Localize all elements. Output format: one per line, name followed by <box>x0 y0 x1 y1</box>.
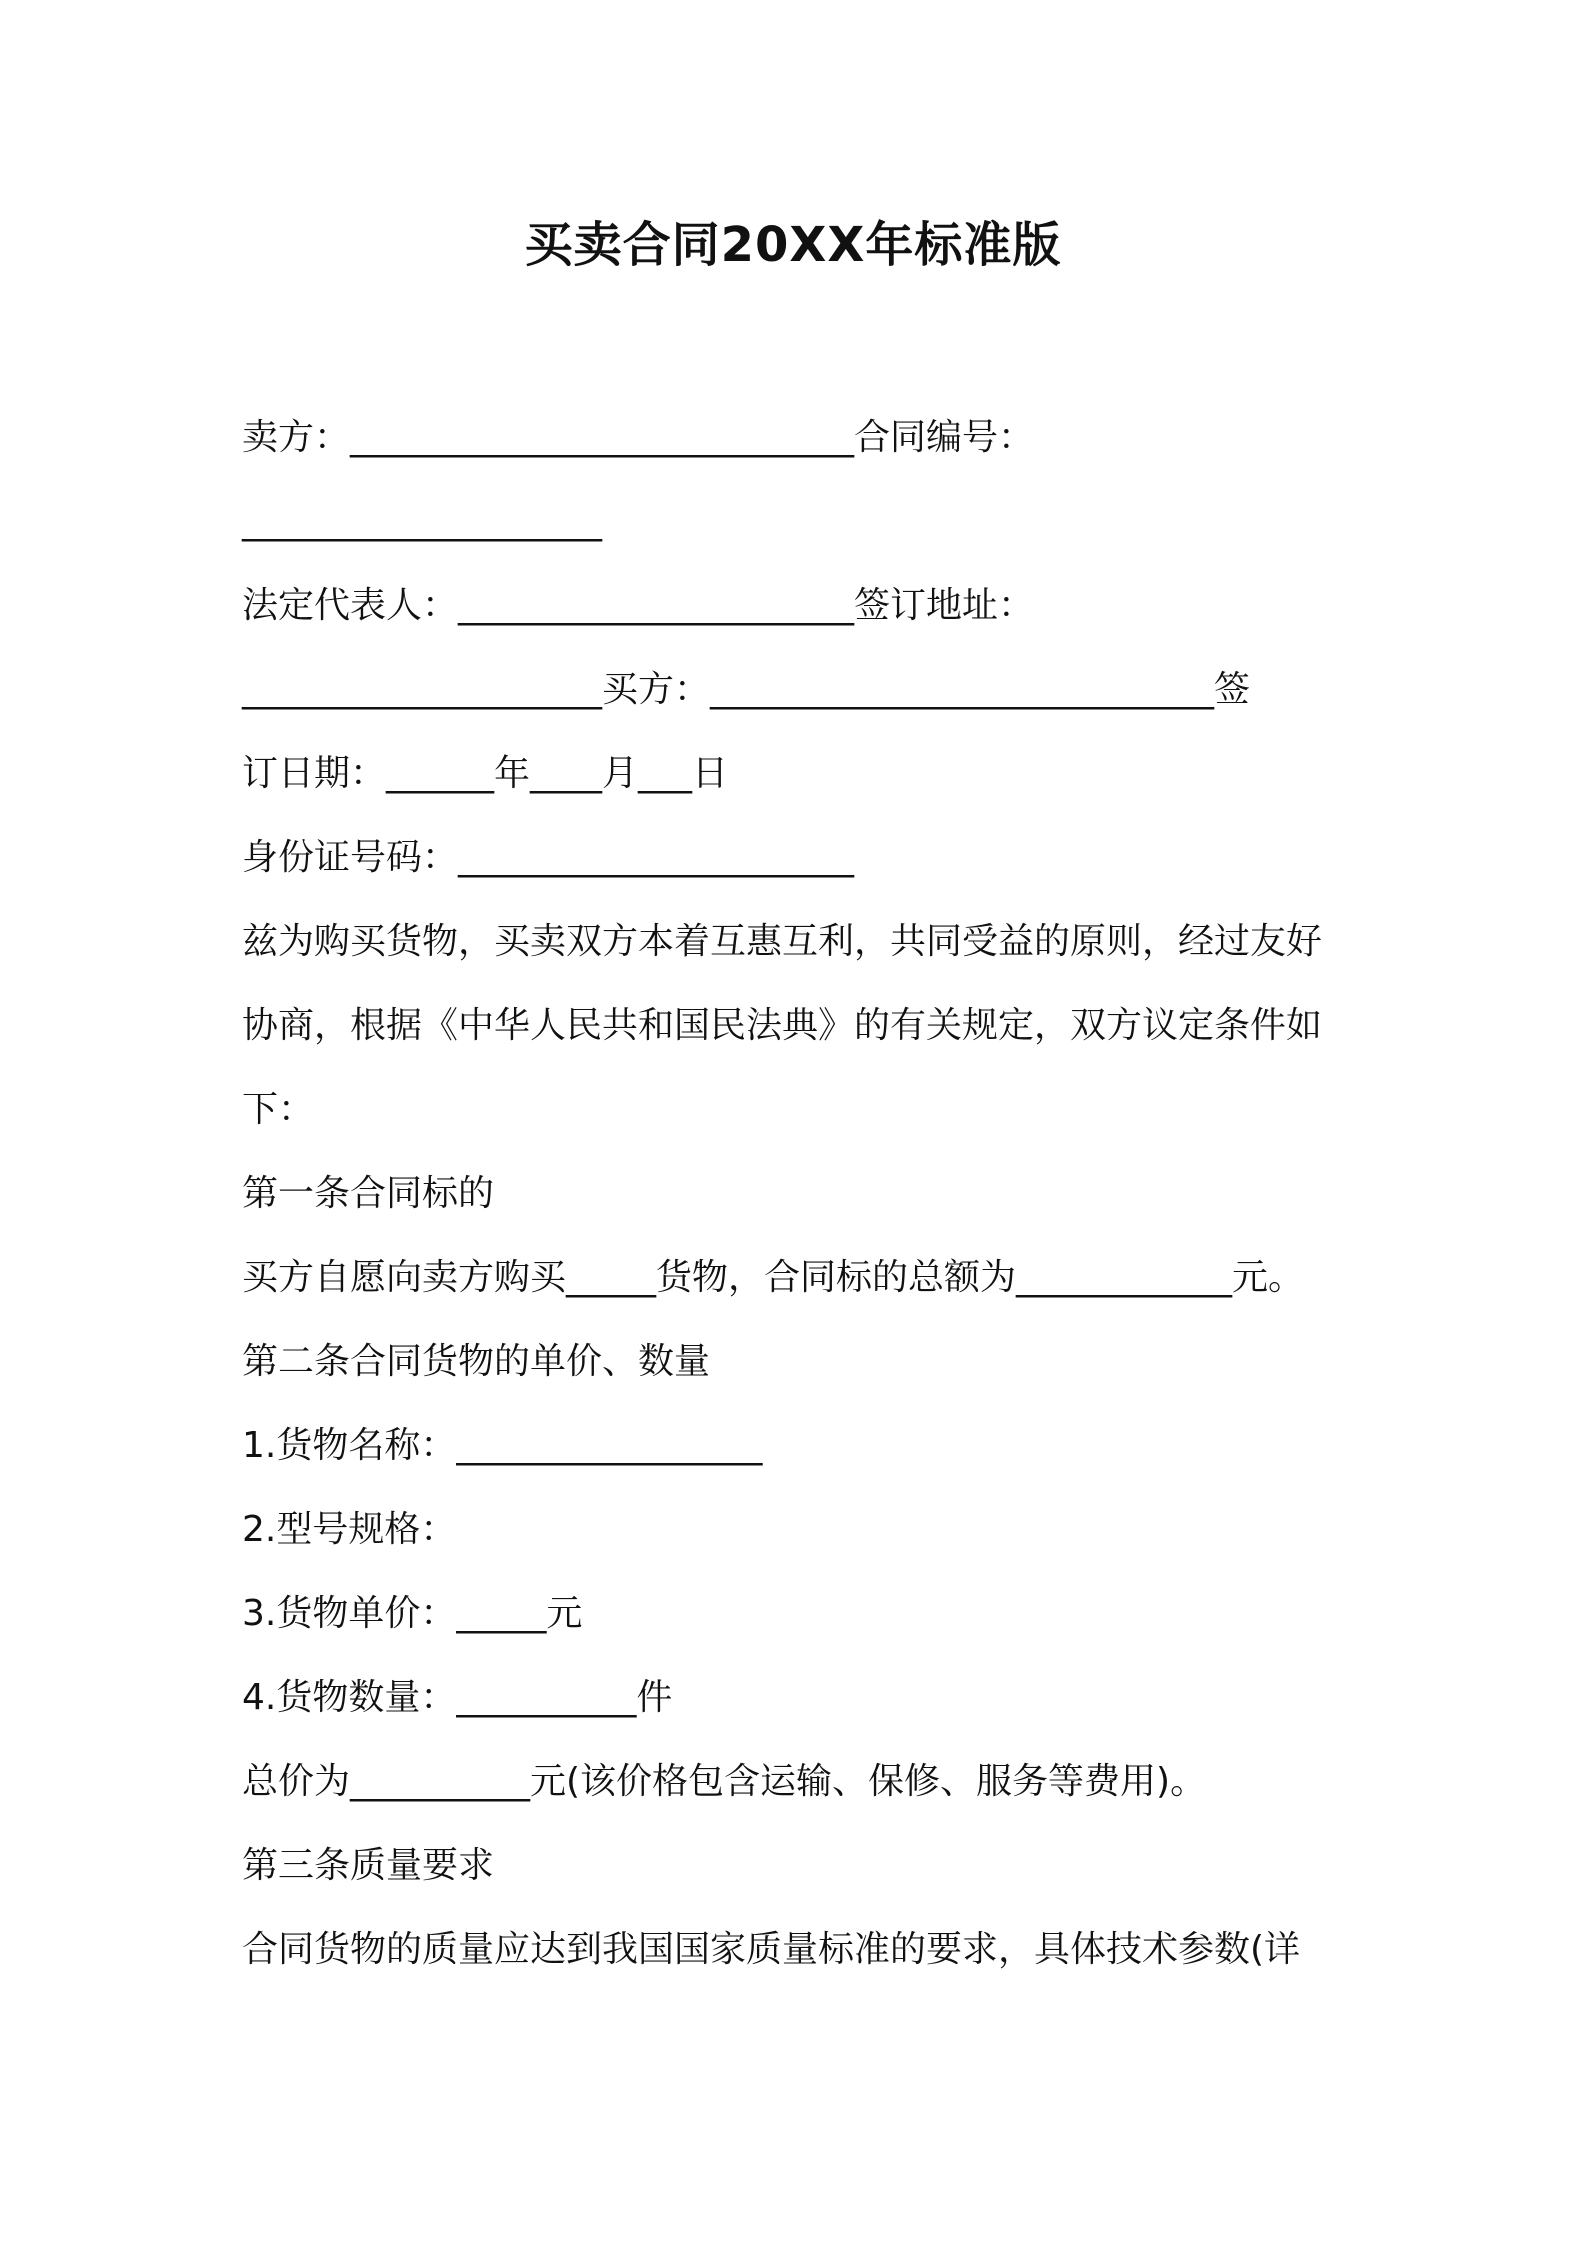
signing-date-line: 订日期：______年____月___日 <box>242 753 729 794</box>
article-1-text: 买方自愿向卖方购买_____货物，合同标的总额为____________元。 <box>242 1257 1305 1298</box>
contract-number-blank-line: ____________________ <box>242 501 602 542</box>
goods-name-line: 1.货物名称：_________________ <box>242 1425 763 1466</box>
model-spec-line: 2.型号规格： <box>242 1509 457 1550</box>
document-title: 买卖合同20XX年标准版 <box>524 217 1062 273</box>
legal-representative-line: 法定代表人：______________________签订地址： <box>242 585 1035 626</box>
article-3-heading: 第三条质量要求 <box>242 1845 495 1886</box>
seller-contract-number-line: 卖方：____________________________合同编号： <box>242 417 1035 458</box>
article-1-heading: 第一条合同标的 <box>242 1173 495 1214</box>
preamble-line-3: 下： <box>242 1089 315 1130</box>
total-price-line: 总价为__________元(该价格包含运输、保修、服务等费用)。 <box>242 1761 1207 1802</box>
quality-requirement-line: 合同货物的质量应达到我国国家质量标准的要求，具体技术参数(详 <box>242 1929 1301 1970</box>
signing-address-buyer-line: ____________________买方：____________________________签 <box>242 669 1251 710</box>
preamble-line-2: 协商，根据《中华人民共和国民法典》的有关规定，双方议定条件如 <box>242 1005 1323 1046</box>
article-2-heading: 第二条合同货物的单价、数量 <box>242 1341 711 1382</box>
quantity-line: 4.货物数量：__________件 <box>242 1677 673 1718</box>
preamble-line-1: 兹为购买货物，买卖双方本着互惠互利，共同受益的原则，经过友好 <box>242 921 1323 962</box>
id-number-line: 身份证号码：______________________ <box>242 837 855 878</box>
contract-body <box>242 396 1392 1992</box>
unit-price-line: 3.货物单价：_____元 <box>242 1593 583 1634</box>
